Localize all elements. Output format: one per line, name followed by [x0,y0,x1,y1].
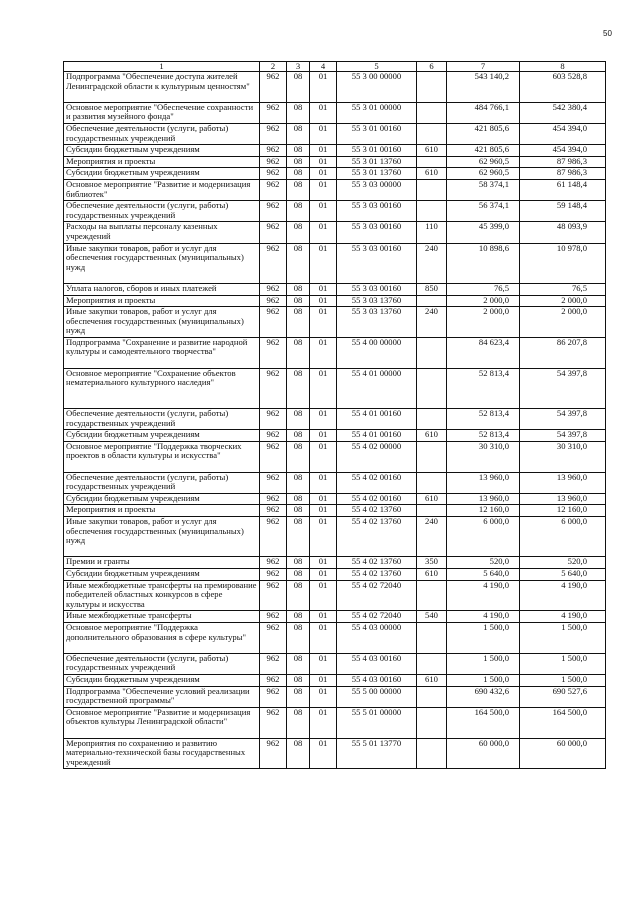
subsection-code: 01 [310,738,337,769]
ministry-code: 962 [260,493,287,505]
amount-col-8: 30 310,0 [520,441,606,472]
amount-col-7: 76,5 [447,283,520,295]
amount-col-7: 10 898,6 [447,243,520,283]
item-name: Иные межбюджетные трансферты на премирование победителей областных конкурсов в сфере культуры и искусства [64,580,260,611]
table-row [64,517,606,557]
expense-type-code [417,123,447,144]
amount-col-7: 30 310,0 [447,441,520,472]
table-row [64,156,606,168]
subsection-code: 01 [310,493,337,505]
subsection-code: 01 [310,472,337,493]
item-name: Мероприятия по сохранению и развитию материально-технической базы государственных учреждений [64,738,260,769]
ministry-code: 962 [260,102,287,123]
amount-col-8: 164 500,0 [520,707,606,738]
subsection-code: 01 [310,409,337,430]
amount-col-8: 1 500,0 [520,653,606,674]
subsection-code: 01 [310,686,337,707]
amount-col-7: 520,0 [447,557,520,569]
subsection-code: 01 [310,307,337,338]
expense-type-code: 610 [417,569,447,581]
expense-type-code [417,686,447,707]
section-code: 08 [287,674,310,686]
ministry-code: 962 [260,557,287,569]
table-row [64,472,606,493]
item-name: Подпрограмма "Обеспечение доступа жителей Ленинградской области к культурным ценностям" [64,72,260,103]
expense-type-code [417,623,447,654]
expense-type-code [417,368,447,408]
item-name: Основное мероприятие "Обеспечение сохранности и развития музейного фонда" [64,102,260,123]
item-name: Субсидии бюджетным учреждениям [64,674,260,686]
subsection-code: 01 [310,337,337,368]
table-row [64,201,606,222]
section-code: 08 [287,72,310,103]
amount-col-7: 12 160,0 [447,505,520,517]
expense-type-code: 240 [417,307,447,338]
ministry-code: 962 [260,653,287,674]
subsection-code: 01 [310,580,337,611]
target-article-code: 55 4 02 00000 [337,441,417,472]
amount-col-8: 454 394,0 [520,123,606,144]
subsection-code: 01 [310,145,337,157]
subsection-code: 01 [310,674,337,686]
amount-col-7: 1 500,0 [447,674,520,686]
expense-type-code [417,295,447,307]
table-row [64,505,606,517]
ministry-code: 962 [260,283,287,295]
section-code: 08 [287,307,310,338]
ministry-code: 962 [260,123,287,144]
ministry-code: 962 [260,156,287,168]
amount-col-8: 60 000,0 [520,738,606,769]
table-row [64,222,606,243]
target-article-code: 55 4 00 00000 [337,337,417,368]
column-header: 5 [337,62,417,72]
section-code: 08 [287,145,310,157]
amount-col-8: 10 978,0 [520,243,606,283]
target-article-code: 55 5 01 00000 [337,707,417,738]
target-article-code: 55 5 00 00000 [337,686,417,707]
ministry-code: 962 [260,707,287,738]
subsection-code: 01 [310,505,337,517]
section-code: 08 [287,283,310,295]
expense-type-code: 350 [417,557,447,569]
amount-col-8: 54 397,8 [520,409,606,430]
amount-col-7: 2 000,0 [447,307,520,338]
target-article-code: 55 3 03 00000 [337,179,417,200]
section-code: 08 [287,505,310,517]
target-article-code: 55 4 02 00160 [337,493,417,505]
target-article-code: 55 5 01 13770 [337,738,417,769]
section-code: 08 [287,337,310,368]
table-row [64,686,606,707]
expense-type-code [417,472,447,493]
subsection-code: 01 [310,557,337,569]
expense-type-code [417,102,447,123]
ministry-code: 962 [260,686,287,707]
target-article-code: 55 3 03 13760 [337,295,417,307]
amount-col-7: 543 140,2 [447,72,520,103]
table-row [64,307,606,338]
ministry-code: 962 [260,580,287,611]
amount-col-8: 54 397,8 [520,430,606,442]
ministry-code: 962 [260,441,287,472]
ministry-code: 962 [260,517,287,557]
amount-col-8: 454 394,0 [520,145,606,157]
item-name: Иные закупки товаров, работ и услуг для обеспечения государственных (муниципальных) нужд [64,307,260,338]
target-article-code: 55 4 02 13760 [337,517,417,557]
target-article-code: 55 3 03 00160 [337,222,417,243]
ministry-code: 962 [260,368,287,408]
subsection-code: 01 [310,243,337,283]
item-name: Обеспечение деятельности (услуги, работы) государственных учреждений [64,123,260,144]
item-name: Основное мероприятие "Поддержка дополнительного образования в сфере культуры" [64,623,260,654]
column-header: 4 [310,62,337,72]
subsection-code: 01 [310,368,337,408]
table-row [64,145,606,157]
amount-col-7: 13 960,0 [447,472,520,493]
item-name: Основное мероприятие "Сохранение объектов нематериального культурного наследия" [64,368,260,408]
item-name: Иные закупки товаров, работ и услуг для обеспечения государственных (муниципальных) нужд [64,243,260,283]
item-name: Уплата налогов, сборов и иных платежей [64,283,260,295]
amount-col-7: 52 813,4 [447,430,520,442]
amount-col-8: 13 960,0 [520,472,606,493]
ministry-code: 962 [260,472,287,493]
table-row [64,283,606,295]
ministry-code: 962 [260,243,287,283]
table-row [64,738,606,769]
ministry-code: 962 [260,295,287,307]
item-name: Основное мероприятие "Развитие и модернизация объектов культуры Ленинградской области" [64,707,260,738]
target-article-code: 55 3 03 13760 [337,307,417,338]
amount-col-7: 6 000,0 [447,517,520,557]
section-code: 08 [287,222,310,243]
item-name: Субсидии бюджетным учреждениям [64,430,260,442]
subsection-code: 01 [310,102,337,123]
item-name: Обеспечение деятельности (услуги, работы) государственных учреждений [64,201,260,222]
amount-col-8: 12 160,0 [520,505,606,517]
target-article-code: 55 3 01 13760 [337,168,417,180]
item-name: Иные закупки товаров, работ и услуг для обеспечения государственных (муниципальных) нужд [64,517,260,557]
ministry-code: 962 [260,337,287,368]
subsection-code: 01 [310,156,337,168]
table-row [64,243,606,283]
amount-col-8: 87 986,3 [520,156,606,168]
target-article-code: 55 4 02 00160 [337,472,417,493]
amount-col-8: 76,5 [520,283,606,295]
target-article-code: 55 4 01 00160 [337,409,417,430]
subsection-code: 01 [310,201,337,222]
table-row [64,569,606,581]
amount-col-7: 13 960,0 [447,493,520,505]
table-row [64,123,606,144]
section-code: 08 [287,179,310,200]
subsection-code: 01 [310,707,337,738]
subsection-code: 01 [310,295,337,307]
subsection-code: 01 [310,611,337,623]
item-name: Подпрограмма "Сохранение и развитие народной культуры и самодеятельного творчества" [64,337,260,368]
section-code: 08 [287,611,310,623]
amount-col-8: 1 500,0 [520,674,606,686]
amount-col-7: 1 500,0 [447,623,520,654]
table-row [64,653,606,674]
amount-col-7: 1 500,0 [447,653,520,674]
expense-type-code [417,580,447,611]
target-article-code: 55 4 03 00160 [337,653,417,674]
column-header: 7 [447,62,520,72]
section-code: 08 [287,569,310,581]
expense-type-code: 610 [417,493,447,505]
subsection-code: 01 [310,430,337,442]
amount-col-7: 60 000,0 [447,738,520,769]
item-name: Расходы на выплаты персоналу казенных учреждений [64,222,260,243]
amount-col-8: 520,0 [520,557,606,569]
subsection-code: 01 [310,222,337,243]
ministry-code: 962 [260,145,287,157]
item-name: Субсидии бюджетным учреждениям [64,569,260,581]
ministry-code: 962 [260,409,287,430]
table-row [64,430,606,442]
expense-type-code [417,505,447,517]
column-header: 8 [520,62,606,72]
amount-col-8: 87 986,3 [520,168,606,180]
subsection-code: 01 [310,441,337,472]
table-row [64,295,606,307]
expense-type-code [417,441,447,472]
section-code: 08 [287,686,310,707]
table-row [64,409,606,430]
subsection-code: 01 [310,72,337,103]
item-name: Субсидии бюджетным учреждениям [64,493,260,505]
target-article-code: 55 4 02 72040 [337,611,417,623]
ministry-code: 962 [260,430,287,442]
expense-type-code [417,156,447,168]
item-name: Подпрограмма "Обеспечение условий реализации государственной программы" [64,686,260,707]
target-article-code: 55 4 01 00000 [337,368,417,408]
amount-col-7: 421 805,6 [447,123,520,144]
item-name: Мероприятия и проекты [64,505,260,517]
amount-col-8: 5 640,0 [520,569,606,581]
amount-col-7: 484 766,1 [447,102,520,123]
section-code: 08 [287,623,310,654]
expense-type-code: 610 [417,168,447,180]
amount-col-7: 690 432,6 [447,686,520,707]
amount-col-7: 56 374,1 [447,201,520,222]
item-name: Обеспечение деятельности (услуги, работы) государственных учреждений [64,409,260,430]
table-row [64,493,606,505]
ministry-code: 962 [260,738,287,769]
amount-col-7: 45 399,0 [447,222,520,243]
amount-col-8: 2 000,0 [520,307,606,338]
target-article-code: 55 4 03 00160 [337,674,417,686]
ministry-code: 962 [260,72,287,103]
section-code: 08 [287,368,310,408]
amount-col-7: 52 813,4 [447,409,520,430]
subsection-code: 01 [310,517,337,557]
column-header: 6 [417,62,447,72]
amount-col-8: 86 207,8 [520,337,606,368]
amount-col-7: 4 190,0 [447,580,520,611]
table-row [64,168,606,180]
table-row [64,707,606,738]
amount-col-7: 84 623,4 [447,337,520,368]
section-code: 08 [287,102,310,123]
item-name: Субсидии бюджетным учреждениям [64,168,260,180]
subsection-code: 01 [310,123,337,144]
column-header: 1 [64,62,260,72]
item-name: Мероприятия и проекты [64,295,260,307]
subsection-code: 01 [310,283,337,295]
target-article-code: 55 3 03 00160 [337,243,417,283]
ministry-code: 962 [260,674,287,686]
table-row [64,674,606,686]
amount-col-8: 2 000,0 [520,295,606,307]
table-row [64,368,606,408]
item-name: Основное мероприятие "Развитие и модернизация библиотек" [64,179,260,200]
section-code: 08 [287,738,310,769]
target-article-code: 55 3 01 13760 [337,156,417,168]
amount-col-7: 62 960,5 [447,156,520,168]
table-row [64,611,606,623]
column-header: 3 [287,62,310,72]
target-article-code: 55 4 03 00000 [337,623,417,654]
section-code: 08 [287,707,310,738]
section-code: 08 [287,580,310,611]
amount-col-8: 48 093,9 [520,222,606,243]
amount-col-8: 1 500,0 [520,623,606,654]
subsection-code: 01 [310,623,337,654]
amount-col-8: 54 397,8 [520,368,606,408]
amount-col-7: 62 960,5 [447,168,520,180]
target-article-code: 55 3 03 00160 [337,201,417,222]
table-row [64,557,606,569]
target-article-code: 55 3 01 00000 [337,102,417,123]
target-article-code: 55 4 02 72040 [337,580,417,611]
expense-type-code: 610 [417,145,447,157]
table-row [64,623,606,654]
table-row [64,337,606,368]
section-code: 08 [287,156,310,168]
ministry-code: 962 [260,623,287,654]
subsection-code: 01 [310,569,337,581]
budget-table [63,61,606,769]
expense-type-code [417,738,447,769]
item-name: Мероприятия и проекты [64,156,260,168]
expense-type-code [417,72,447,103]
subsection-code: 01 [310,653,337,674]
section-code: 08 [287,430,310,442]
amount-col-8: 542 380,4 [520,102,606,123]
amount-col-7: 164 500,0 [447,707,520,738]
target-article-code: 55 3 01 00160 [337,145,417,157]
amount-col-7: 421 805,6 [447,145,520,157]
ministry-code: 962 [260,307,287,338]
target-article-code: 55 3 00 00000 [337,72,417,103]
amount-col-8: 61 148,4 [520,179,606,200]
ministry-code: 962 [260,222,287,243]
section-code: 08 [287,441,310,472]
expense-type-code: 240 [417,517,447,557]
table-row [64,72,606,103]
table-row [64,102,606,123]
table-row [64,441,606,472]
section-code: 08 [287,517,310,557]
section-code: 08 [287,472,310,493]
ministry-code: 962 [260,569,287,581]
section-code: 08 [287,243,310,283]
target-article-code: 55 3 01 00160 [337,123,417,144]
ministry-code: 962 [260,505,287,517]
target-article-code: 55 4 01 00160 [337,430,417,442]
target-article-code: 55 4 02 13760 [337,505,417,517]
expense-type-code [417,409,447,430]
table-row [64,580,606,611]
amount-col-7: 58 374,1 [447,179,520,200]
expense-type-code: 610 [417,674,447,686]
item-name: Обеспечение деятельности (услуги, работы) государственных учреждений [64,472,260,493]
expense-type-code [417,337,447,368]
expense-type-code [417,653,447,674]
section-code: 08 [287,557,310,569]
amount-col-8: 13 960,0 [520,493,606,505]
amount-col-8: 690 527,6 [520,686,606,707]
expense-type-code: 540 [417,611,447,623]
section-code: 08 [287,201,310,222]
target-article-code: 55 4 02 13760 [337,569,417,581]
section-code: 08 [287,653,310,674]
expense-type-code: 110 [417,222,447,243]
section-code: 08 [287,168,310,180]
item-name: Иные межбюджетные трансферты [64,611,260,623]
ministry-code: 962 [260,168,287,180]
amount-col-8: 603 528,8 [520,72,606,103]
section-code: 08 [287,493,310,505]
section-code: 08 [287,409,310,430]
item-name: Основное мероприятие "Поддержка творческих проектов в области культуры и искусства" [64,441,260,472]
ministry-code: 962 [260,179,287,200]
section-code: 08 [287,123,310,144]
expense-type-code [417,707,447,738]
expense-type-code [417,179,447,200]
page-number: 50 [603,29,612,38]
target-article-code: 55 4 02 13760 [337,557,417,569]
ministry-code: 962 [260,201,287,222]
amount-col-7: 4 190,0 [447,611,520,623]
amount-col-8: 4 190,0 [520,580,606,611]
amount-col-8: 59 148,4 [520,201,606,222]
item-name: Субсидии бюджетным учреждениям [64,145,260,157]
amount-col-8: 6 000,0 [520,517,606,557]
amount-col-7: 2 000,0 [447,295,520,307]
column-header: 2 [260,62,287,72]
target-article-code: 55 3 03 00160 [337,283,417,295]
expense-type-code: 240 [417,243,447,283]
ministry-code: 962 [260,611,287,623]
expense-type-code: 850 [417,283,447,295]
amount-col-8: 4 190,0 [520,611,606,623]
expense-type-code: 610 [417,430,447,442]
subsection-code: 01 [310,168,337,180]
section-code: 08 [287,295,310,307]
subsection-code: 01 [310,179,337,200]
expense-type-code [417,201,447,222]
table-row [64,179,606,200]
amount-col-7: 5 640,0 [447,569,520,581]
item-name: Премии и гранты [64,557,260,569]
amount-col-7: 52 813,4 [447,368,520,408]
header-row [64,62,606,72]
item-name: Обеспечение деятельности (услуги, работы) государственных учреждений [64,653,260,674]
